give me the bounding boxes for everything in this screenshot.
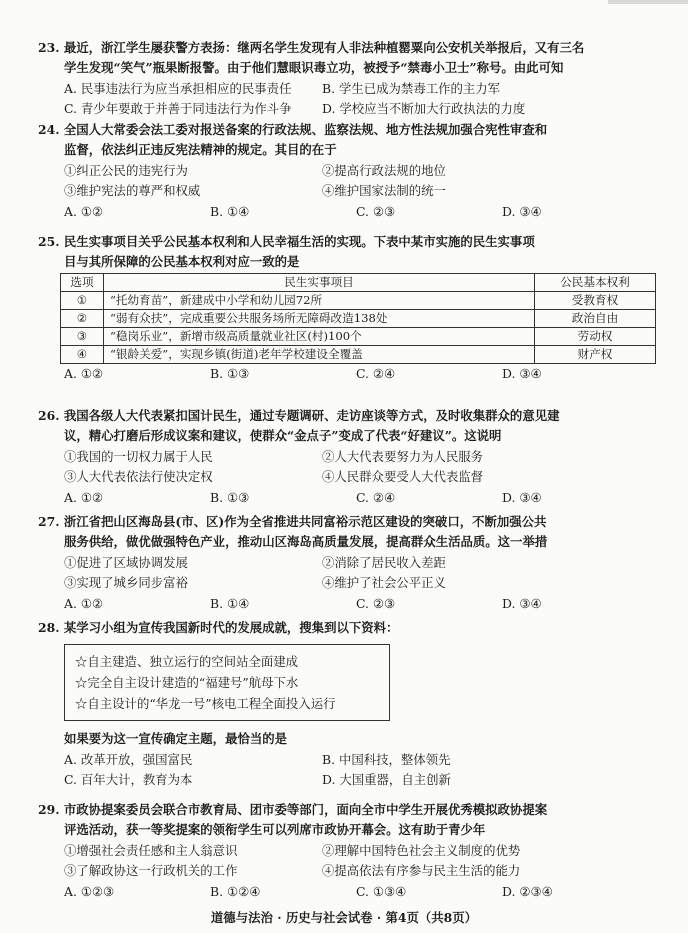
- q24-statement-2: ②提高行政法规的地位: [322, 162, 446, 178]
- q28-option-c: C. 百年大计，教育为本: [64, 772, 193, 788]
- q25-stem-line-2: 目与其所保障的公民基本权利对应一致的是: [64, 254, 300, 270]
- q29-statement-2: ②理解中国特色社会主义制度的优势: [322, 842, 521, 858]
- q27-statement-1: ①促进了区域协调发展: [64, 554, 188, 570]
- q28-material-item: ☆完全自主设计建造的“福建号”航母下水: [75, 675, 299, 691]
- q28-option-a: A. 改革开放，强国富民: [64, 751, 193, 767]
- table-cell: 劳动权: [535, 327, 656, 345]
- table-header-option: 选项: [61, 273, 104, 291]
- q25-stem-line-1: 25. 民生实事项目关乎公民基本权利和人民幸福生活的实现。下表中某市实施的民生实事项: [38, 234, 535, 249]
- q23-stem-line-2: 学生发现“笑气”瓶果断报警。由于他们慧眼识毒立功，被授予“禁毒小卫士”称号。由此可知: [64, 60, 564, 76]
- table-cell: ④: [61, 345, 104, 363]
- question-25: [38, 232, 650, 384]
- table-cell: “银龄关爱”，实现乡镇(街道)老年学校建设全覆盖: [104, 345, 535, 363]
- q25-option-c: C. ②④: [356, 365, 396, 381]
- q29-option-a: A. ①②③: [64, 883, 115, 899]
- table-header-row: [61, 273, 656, 291]
- q29-stem-line-2: 评选活动，获一等奖提案的领衔学生可以列席市政协开幕会。这有助于青少年: [64, 822, 486, 838]
- table-row: [61, 345, 656, 363]
- q28-ask: 如果要为这一宣传确定主题，最恰当的是: [64, 731, 288, 747]
- table-cell: “稳岗乐业”，新增市级高质量就业社区(村)100个: [104, 327, 535, 345]
- table-row: [61, 309, 656, 327]
- q29-statement-4: ④提高依法有序参与民主生活的能力: [322, 863, 521, 879]
- q23-stem-line-1: 23. 最近，浙江学生屡获警方表扬：继两名学生发现有人非法种植罂粟向公安机关举报后，又有三名: [38, 40, 585, 55]
- q25-table: [60, 273, 656, 364]
- question-26: [38, 406, 650, 508]
- question-23: [38, 38, 650, 120]
- q28-stem-line-1: 28. 某学习小组为宣传我国新时代的发展成就，搜集到以下资料：: [38, 620, 399, 635]
- q24-statement-3: ③维护宪法的尊严和权威: [64, 183, 201, 199]
- q24-statement-4: ④维护国家法制的统一: [322, 183, 446, 199]
- q26-statement-2: ②人大代表要努力为人民服务: [322, 448, 484, 464]
- q26-option-b: B. ①③: [210, 489, 250, 505]
- q29-option-b: B. ①②④: [210, 883, 261, 899]
- table-cell: 受教育权: [535, 291, 656, 309]
- q28-material-box: [64, 644, 390, 721]
- q28-material-item: ☆自主建造、独立运行的空间站全面建成: [75, 654, 299, 670]
- table-header-right: 公民基本权利: [535, 273, 656, 291]
- q26-option-d: D. ③④: [502, 489, 542, 505]
- table-cell: ③: [61, 327, 104, 345]
- q24-option-d: D. ③④: [502, 203, 542, 219]
- q29-statement-3: ③了解政协这一行政机关的工作: [64, 863, 238, 879]
- table-cell: 财产权: [535, 345, 656, 363]
- q24-stem-line-1: 24. 全国人大常委会法工委对报送备案的行政法规、监察法规、地方性法规加强合宪性审查和: [38, 122, 548, 137]
- q23-option-a: A. 民事违法行为应当承担相应的民事责任: [64, 80, 292, 96]
- table-row: [61, 291, 656, 309]
- q25-option-a: A. ①②: [64, 365, 104, 381]
- q27-stem-line-1: 27. 浙江省把山区海岛县(市、区)作为全省推进共同富裕示范区建设的突破口，不断加强公共: [38, 514, 547, 529]
- question-29: [38, 800, 650, 902]
- q26-statement-4: ④人民群众要受人大代表监督: [322, 469, 484, 485]
- q24-option-b: B. ①④: [210, 203, 250, 219]
- table-cell: “弱有众扶”，完成重要公共服务场所无障碍改造138处: [104, 309, 535, 327]
- q26-statement-3: ③人大代表依法行使决定权: [64, 469, 213, 485]
- q26-stem-line-1: 26. 我国各级人大代表紧扣国计民生，通过专题调研、走访座谈等方式，及时收集群众的意见建: [38, 408, 560, 423]
- q27-option-a: A. ①②: [64, 595, 104, 611]
- q27-statement-2: ②消除了居民收入差距: [322, 554, 446, 570]
- page-footer: 道德与法治 · 历史与社会试卷 · 第4页（共8页）: [210, 910, 478, 925]
- q24-option-c: C. ②③: [356, 203, 396, 219]
- q29-statement-1: ①增强社会责任感和主人翁意识: [64, 842, 238, 858]
- q27-option-b: B. ①④: [210, 595, 250, 611]
- q23-option-b: B. 学生已成为禁毒工作的主力军: [322, 80, 501, 96]
- table-cell: 政治自由: [535, 309, 656, 327]
- q26-statement-1: ①我国的一切权力属于人民: [64, 448, 213, 464]
- q23-option-c: C. 青少年要敢于并善于同违法行为作斗争: [64, 101, 292, 117]
- q26-stem-line-2: 议，精心打磨后形成议案和建议，使群众“金点子”变成了代表“好建议”。这说明: [64, 428, 502, 444]
- table-header-project: 民生实事项目: [104, 273, 535, 291]
- q27-option-d: D. ③④: [502, 595, 542, 611]
- q29-option-d: D. ②③④: [502, 883, 553, 899]
- q23-option-d: D. 学校应当不断加大行政执法的力度: [322, 101, 526, 117]
- q25-option-d: D. ③④: [502, 365, 542, 381]
- q24-stem-line-2: 监督，依法纠正违反宪法精神的规定。其目的在于: [64, 142, 337, 158]
- q28-option-d: D. 大国重器，自主创新: [322, 772, 451, 788]
- table-row: [61, 327, 656, 345]
- q25-option-b: B. ①③: [210, 365, 250, 381]
- question-28: [38, 618, 650, 791]
- q24-option-a: A. ①②: [64, 203, 104, 219]
- q29-stem-line-1: 29. 市政协提案委员会联合市教育局、团市委等部门，面向全市中学生开展优秀模拟政协提案: [38, 802, 548, 817]
- q24-statement-1: ①纠正公民的违宪行为: [64, 162, 188, 178]
- page-corner-mark: [608, 0, 688, 4]
- q27-stem-line-2: 服务供给，做优做强特色产业，推动山区海岛高质量发展，提高群众生活品质。这一举措: [64, 534, 548, 550]
- table-cell: “托幼育苗”，新建成中小学和幼儿园72所: [104, 291, 535, 309]
- q27-statement-3: ③实现了城乡同步富裕: [64, 575, 188, 591]
- q28-option-b: B. 中国科技，整体领先: [322, 751, 451, 767]
- q29-option-c: C. ①③④: [356, 883, 407, 899]
- question-24: [38, 120, 650, 222]
- question-27: [38, 512, 650, 614]
- table-cell: ①: [61, 291, 104, 309]
- q27-statement-4: ④维护了社会公平正义: [322, 575, 446, 591]
- q26-option-a: A. ①②: [64, 489, 104, 505]
- q28-material-item: ☆自主设计的“华龙一号”核电工程全面投入运行: [75, 696, 336, 712]
- q26-option-c: C. ②④: [356, 489, 396, 505]
- q27-option-c: C. ②③: [356, 595, 396, 611]
- table-cell: ②: [61, 309, 104, 327]
